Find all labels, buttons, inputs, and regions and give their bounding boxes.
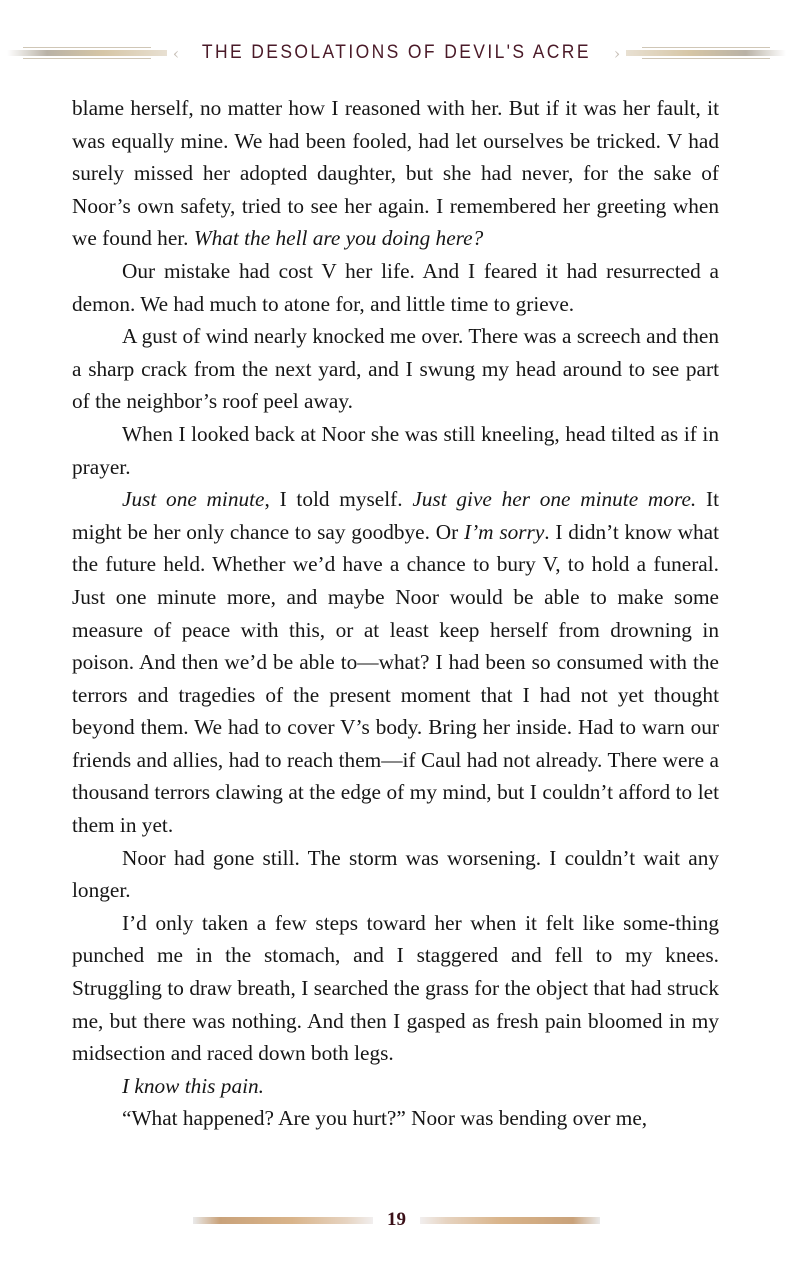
paragraph (72, 255, 719, 320)
text-segment: Our mistake had cost V her life. And I feared it had resurrected a demon. We had much to atone for, and little time to grieve. (72, 258, 719, 316)
paragraph (72, 483, 719, 842)
text-segment: A gust of wind nearly knocked me over. There was a screech and then a sharp crack from the next yard, and I swung my head around to see part of the neighbor’s roof peel away. (72, 324, 719, 414)
header-bracket-right: › (613, 43, 621, 63)
header-bracket-left: ‹ (172, 43, 180, 63)
page-footer (0, 1205, 793, 1235)
book-title: THE DESOLATIONS OF DEVIL'S ACRE (202, 42, 591, 63)
text-segment: I’d only taken a few steps toward her when it felt like some-thing punched me in the stomach, and I staggered and fell to my knees. Struggling to draw breath, I searched the grass for the object that had struck me, but there was nothing. And then I gasped as fresh pain bloomed in my midsection and raced down both legs. (72, 910, 719, 1066)
paragraph (72, 842, 719, 907)
page-number: 19 (387, 1209, 406, 1230)
text-segment: It might be her only chance to say goodbye. Or (72, 487, 719, 544)
footer-ornament-left (193, 1217, 373, 1224)
italic-text: Just give her one minute more. (412, 487, 697, 512)
text-segment: Noor had gone still. The storm was worsening. I couldn’t wait any longer. (72, 845, 719, 903)
paragraph (72, 1102, 719, 1135)
text-segment: When I looked back at Noor she was still kneeling, head tilted as if in prayer. (72, 421, 719, 479)
text-segment: , I told myself. (264, 487, 413, 512)
running-head (0, 38, 793, 68)
paragraph (72, 1070, 719, 1103)
header-ornament-right (626, 50, 786, 56)
text-segment: blame herself, no matter how I reasoned with her. But if it was her fault, it was equally mine. We had been fooled, had let ourselves be tricked. V had surely missed her adopted daughter, but she had never, for the sake of Noor’s own safety, tried to see her again. I remembered her greeting when we found her. (72, 96, 719, 251)
text-segment: “What happened? Are you hurt?” Noor was bending over me, (122, 1106, 648, 1131)
paragraph (72, 92, 719, 255)
italic-text: I know this pain. (122, 1073, 264, 1098)
text-segment: . I didn’t know what the future held. Whether we’d have a chance to bury V, to hold a funeral. Just one minute more, and maybe Noor would be able to make some measure of peace with this, or at least keep herself from drowning in poison. And then we’d be able to—what? I had been so consumed with the terrors and tragedies of the present moment that I had not yet thought beyond them. We had to cover V’s body. Bring her inside. Had to warn our friends and allies, had to reach them—if Caul had not already. There were a thousand terrors clawing at the edge of my mind, but I couldn’t afford to let them in yet. (72, 519, 719, 838)
body-text (72, 92, 719, 1135)
paragraph (72, 907, 719, 1070)
paragraph (72, 418, 719, 483)
paragraph (72, 320, 719, 418)
footer-ornament-right (420, 1217, 600, 1224)
italic-text: What the hell are you doing here? (193, 226, 484, 251)
header-ornament-left (7, 50, 167, 56)
italic-text: Just one minute (122, 487, 265, 512)
italic-text: I’m sorry (463, 519, 545, 544)
